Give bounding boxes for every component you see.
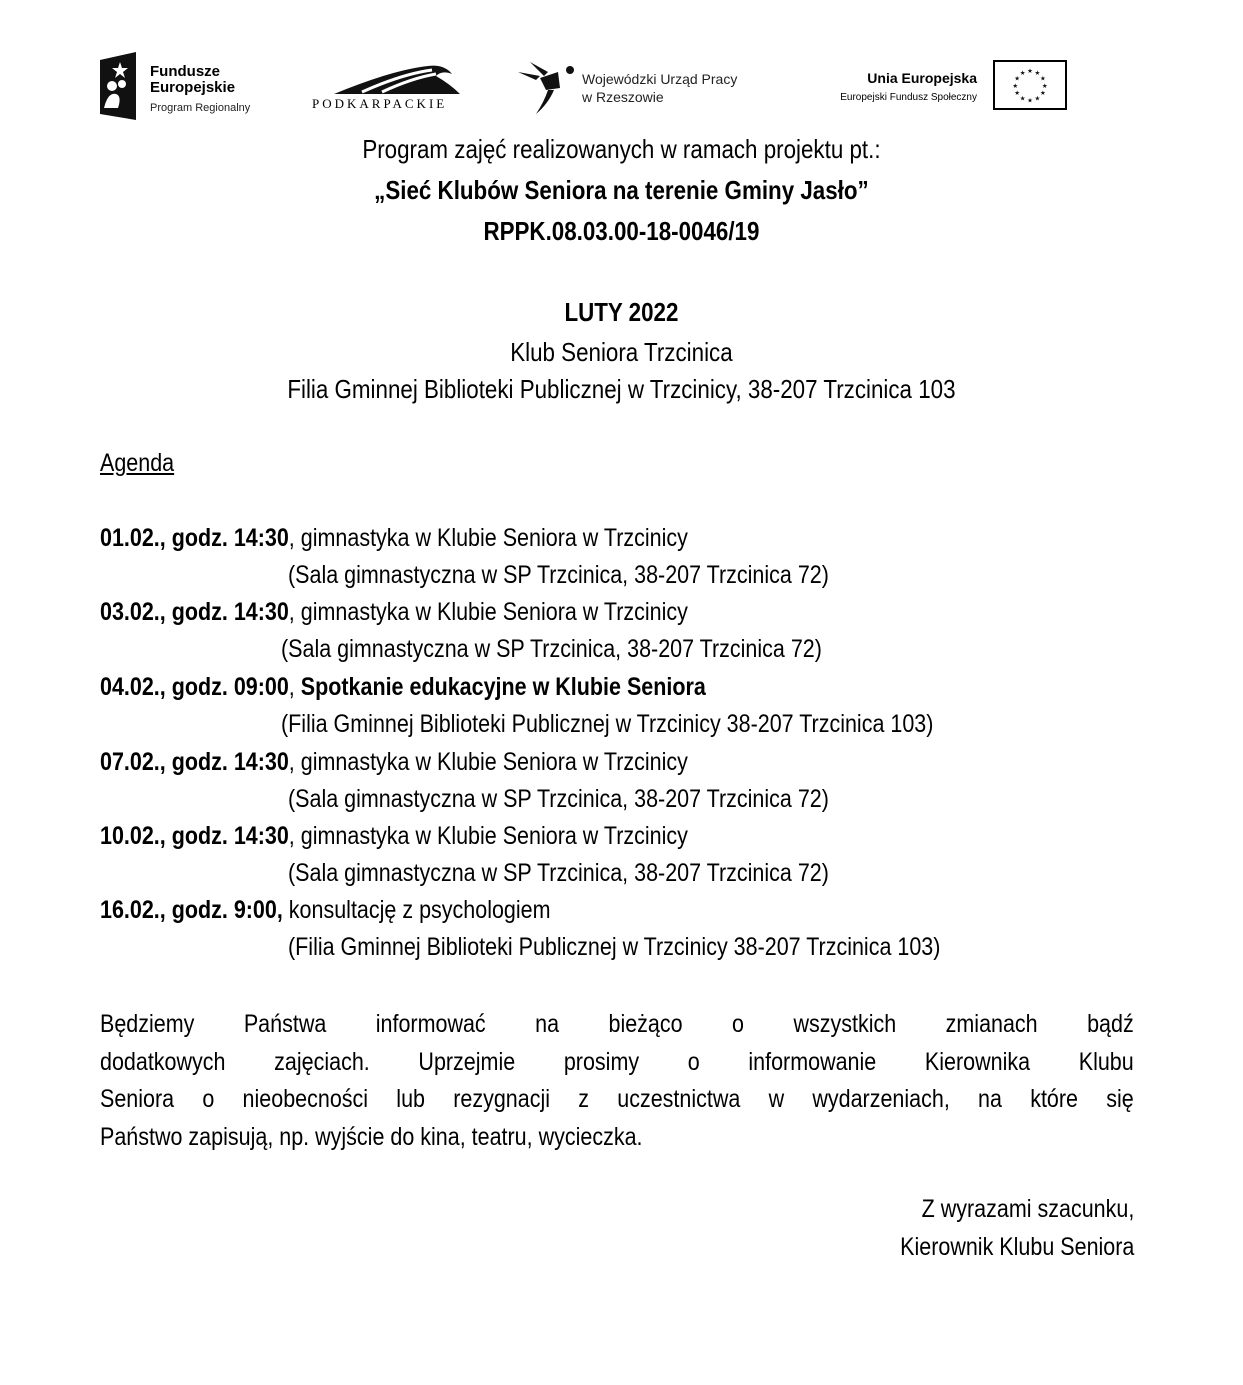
notice-line: dodatkowych zajęciach. Uprzejmie prosimy o informowanie Kierownika Klubu xyxy=(100,1047,1134,1076)
agenda-item-time: 10.02., godz. 14:30 xyxy=(100,822,289,850)
notice-paragraph xyxy=(100,1006,1134,1156)
svg-text:★: ★ xyxy=(1027,67,1033,76)
agenda-item-main xyxy=(100,524,688,553)
svg-text:★: ★ xyxy=(1039,89,1046,98)
agenda-item-activity: gimnastyka w Klubie Seniora w Trzcinicy xyxy=(300,524,688,552)
agenda-item-time: 01.02., godz. 14:30 xyxy=(100,524,289,552)
separator: , xyxy=(288,524,301,552)
svg-text:★: ★ xyxy=(1034,68,1041,77)
fundusze-line1: Fundusze xyxy=(150,63,220,80)
fundusze-text xyxy=(150,64,235,96)
agenda-item-main xyxy=(100,598,688,627)
agenda-item-location: (Sala gimnastyczna w SP Trzcinica, 38-207 Trzcinica 72) xyxy=(281,635,822,663)
club-name: Klub Seniora Trzcinica xyxy=(510,337,733,367)
agenda-item-time: 07.02., godz. 14:30 xyxy=(100,748,289,776)
svg-text:★: ★ xyxy=(1034,94,1041,103)
agenda-item-time: 16.02., godz. 9:00, xyxy=(100,896,283,924)
svg-text:★: ★ xyxy=(1012,81,1019,90)
month-heading: LUTY 2022 xyxy=(564,297,679,327)
agenda-item-main xyxy=(100,822,688,851)
wup-line2: w Rzeszowie xyxy=(582,89,664,105)
wup-text xyxy=(582,70,737,106)
separator: , xyxy=(288,822,301,850)
fundusze-europejskie-logo xyxy=(100,52,270,124)
ue-title: Unia Europejska xyxy=(867,70,977,86)
svg-text:★: ★ xyxy=(1027,96,1033,105)
agenda-item-location: (Filia Gminnej Biblioteki Publicznej w Trzcinicy 38-207 Trzcinica 103) xyxy=(288,933,941,961)
agenda-item-main xyxy=(100,896,551,925)
agenda-item-location: (Filia Gminnej Biblioteki Publicznej w Trzcinicy 38-207 Trzcinica 103) xyxy=(281,710,934,738)
agenda-item-activity: gimnastyka w Klubie Seniora w Trzcinicy xyxy=(300,748,688,776)
notice-line: Będziemy Państwa informować na bieżąco o wszystkich zmianach bądź xyxy=(100,1010,1134,1038)
wup-figure-icon xyxy=(518,60,578,116)
svg-text:★: ★ xyxy=(1014,89,1021,98)
project-title: „Sieć Klubów Seniora na terenie Gminy Jasło” xyxy=(374,175,869,205)
signature-role: Kierownik Klubu Seniora xyxy=(899,1233,1134,1261)
notice-line: Seniora o nieobecności lub rezygnacji z uczestnictwa w wydarzeniach, na które się xyxy=(100,1085,1134,1113)
agenda-label: Agenda xyxy=(100,449,175,477)
podkarpackie-logo xyxy=(310,62,470,118)
separator: , xyxy=(288,673,301,701)
agenda-item-activity: konsultację z psychologiem xyxy=(288,896,551,924)
agenda-item-location: (Sala gimnastyczna w SP Trzcinica, 38-207 Trzcinica 72) xyxy=(288,859,829,887)
agenda-item-time: 03.02., godz. 14:30 xyxy=(100,598,289,626)
separator: , xyxy=(288,748,301,776)
fundusze-line2: Europejskie xyxy=(150,79,236,96)
podkarpackie-mountain-icon xyxy=(332,62,462,96)
svg-text:★: ★ xyxy=(1019,68,1026,77)
agenda-item-location: (Sala gimnastyczna w SP Trzcinica, 38-207 Trzcinica 72) xyxy=(288,561,829,589)
project-code: RPPK.08.03.00-18-0046/19 xyxy=(483,216,760,246)
intro-line: Program zajęć realizowanych w ramach projektu pt.: xyxy=(362,134,881,164)
ue-subtitle: Europejski Fundusz Społeczny xyxy=(840,92,977,103)
svg-text:★: ★ xyxy=(1014,74,1021,83)
signature-closing: Z wyrazami szacunku, xyxy=(921,1195,1134,1223)
fundusze-flag-icon xyxy=(100,52,136,120)
svg-text:★: ★ xyxy=(1039,74,1046,83)
agenda-item-location: (Sala gimnastyczna w SP Trzcinica, 38-207 Trzcinica 72) xyxy=(288,785,829,813)
agenda-item-main xyxy=(100,673,706,702)
fundusze-subtitle: Program Regionalny xyxy=(150,102,251,114)
notice-line: Państwo zapisują, np. wyjście do kina, teatru, wycieczka. xyxy=(100,1122,643,1151)
podkarpackie-text: PODKARPACKIE xyxy=(312,96,448,111)
logo-strip xyxy=(0,48,1243,128)
agenda-item-activity: gimnastyka w Klubie Seniora w Trzcinicy xyxy=(300,822,688,850)
agenda-item-activity: Spotkanie edukacyjne w Klubie Seniora xyxy=(300,673,706,701)
agenda-item-time: 04.02., godz. 09:00 xyxy=(100,673,289,701)
svg-text:★: ★ xyxy=(1019,94,1026,103)
agenda-item-activity: gimnastyka w Klubie Seniora w Trzcinicy xyxy=(300,598,688,626)
wup-rzeszow-logo xyxy=(518,60,768,116)
svg-text:★: ★ xyxy=(1041,81,1048,90)
agenda-item-main xyxy=(100,748,688,777)
club-address: Filia Gminnej Biblioteki Publicznej w Trzcinicy, 38-207 Trzcinica 103 xyxy=(287,374,956,404)
unia-europejska-logo xyxy=(815,60,1075,116)
separator: , xyxy=(288,598,301,626)
eu-flag-icon xyxy=(993,60,1067,110)
wup-line1: Wojewódzki Urząd Pracy xyxy=(582,71,738,87)
